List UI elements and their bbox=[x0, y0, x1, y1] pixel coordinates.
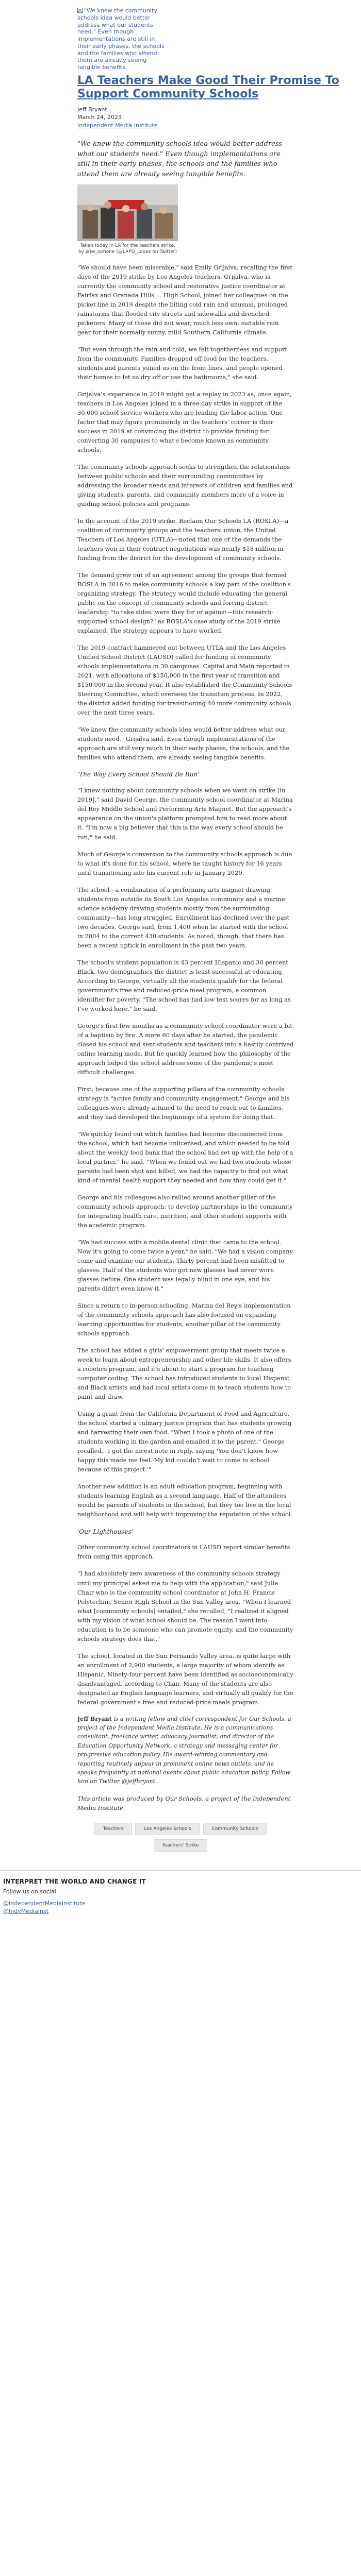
tag-los-angeles-schools[interactable]: Los Angeles Schools bbox=[135, 1823, 200, 1835]
figure-caption: Taken today in LA for the teachers strike, by jake_ophone (@LAPD_Lopez on Twitter) bbox=[78, 243, 177, 255]
share-icon bbox=[77, 8, 83, 13]
paragraph: George and his colleagues also rallied around another pillar of the community schools approach: to develop partnerships in the community for integrating health care, nutrition, and other student supports with the academic program. bbox=[77, 1194, 293, 1229]
paragraph: George's first few months as a community school coordinator were a bit of a baptism by fire. A mere 60 days after he started, the pandemic closed his school and sent students and teachers into a hastily contrived online learning mode. But he quickly learned how the philosophy of the approach helped the school address some of the pandemic's most difficult challenges. bbox=[77, 1022, 294, 1076]
strike-photo bbox=[77, 184, 178, 241]
paragraph: Another new addition is an adult education program, beginning with students learning English as a second language. Half of the attendees would be parents of students in the school, but they too live in the local neighborhood and will help with improving the reputation of the school. bbox=[77, 1483, 293, 1518]
paragraph: "We knew the community schools idea would better address what our students need," Grijalva said. Even though implementations of the approach are still very much in their early phases, the schools, and the families who attend them, are already seeing tangible benefits. bbox=[77, 726, 290, 761]
tag-teachers-strike[interactable]: Teachers' Strike bbox=[154, 1839, 208, 1852]
paragraph: Other community school coordinators in LAUSD report similar benefits from using this approach. bbox=[77, 1544, 290, 1561]
section-heading: 'Our Lighthouses' bbox=[77, 1528, 133, 1535]
paragraph: Much of George's conversion to the community schools approach is due to what it's done for his school, where he taught history for 16 years until transitioning into his current role in January 2020. bbox=[77, 850, 292, 876]
social-link[interactable]: @IndyMediaInst bbox=[3, 1907, 49, 1914]
bio-author-name: Jeff Bryant bbox=[77, 1715, 112, 1722]
tag-community-schools[interactable]: Community Schools bbox=[203, 1823, 267, 1835]
outlet-link[interactable]: Independent Media Institute bbox=[77, 122, 158, 129]
paragraph: First, because one of the supporting pillars of the community schools strategy is "active family and community engagement," George and his colleagues were already attuned to the need to reach out to families, and they had developed the beginnings of a system for doing that. bbox=[77, 1085, 290, 1121]
author-bio bbox=[77, 1715, 294, 1786]
author-name: Jeff Bryant bbox=[77, 106, 107, 113]
share-quote[interactable] bbox=[77, 7, 165, 71]
footer-text: Follow us on social bbox=[3, 1888, 56, 1895]
tag-list bbox=[77, 1823, 284, 1852]
divider bbox=[0, 1870, 361, 1871]
paragraph: "We quickly found out which families had become disconnected from the school, which had become unlicensed, and which needed to be told about the weekly food bank that the school had set up with the help of a local partner," he said. "When we found out we had two students whose parents had been shot and killed, we had the capacity to find out what kind of mental health support they needed and how they could get it." bbox=[77, 1130, 293, 1184]
paragraph: The demand grew out of an agreement among the groups that formed ROSLA in 2016 to make community schools a key part of the coalition's organizing strategy. The strategy would include educating the general public on the concept of community schools and forcing district leadership "to take sides: were they for or against—this research-supported school design?" as ROSLA's case study of the 2019 strike explained. The strategy appears to have worked. bbox=[77, 571, 291, 635]
byline bbox=[77, 106, 356, 130]
bio-text: is a writing fellow and chief correspondent for Our Schools, a project of the Independent Media Institute. He is a communications consultant, freelance writer, advocacy journalist, and director of the Education Opportunity Network, a strategy and messaging center for progressive education policy. His award-winning commentary and reporting routinely appear in prominent online news outlets, and he speaks frequently at national events about public education policy. Follow him on Twitter @jeffbryant. bbox=[77, 1715, 291, 1785]
paragraph: The school—a combination of a performing arts magnet drawing students from outside its South Los Angeles community and a marine science academy drawing students mostly from the surrounding community—has long struggled. Enrollment has declined over the past two decades, George said, from 1,400 when he started with the school in 2004 to the current 430 students. As noted, though, that there has been a recent uptick in enrollment in the past two years. bbox=[77, 886, 290, 949]
article-body bbox=[77, 263, 294, 1812]
section-heading: 'The Way Every School Should Be Run' bbox=[77, 771, 200, 778]
paragraph: "But even through the rain and cold, we felt togetherness and support from the community. Families dropped off food for the teachers, students and parents joined us on the front lines, and people opened their homes to let us dry off or use the bathrooms," she said. bbox=[77, 345, 287, 381]
tag-row bbox=[77, 1839, 284, 1852]
tag-teachers[interactable]: Teachers bbox=[94, 1823, 133, 1835]
paragraph: The community schools approach seeks to strengthen the relationships between public schools and their surrounding communities by addressing the broader needs and interests of children and families and giving students, parents, and community members more of a voice in guiding school policies and programs. bbox=[77, 463, 293, 508]
paragraph: Grijalva's experience in 2019 might get a replay in 2023 as, once again, teachers in Los Angeles joined in a three-day strike in support of the 30,000 school service workers who are leading the labor action. One factor that may figure prominently in the teachers' corner is their success in 2019 at convincing the district to provide funding for converting 30 campuses to what's become known as community schools. bbox=[77, 390, 292, 453]
paragraph: The 2019 contract hammered out between UTLA and the Los Angeles Unified School District (LAUSD) called for funding of community schools implementations in 30 campuses. Capital and Main reported in 2021, with allocations of $150,000 in the first year of transition and $150,000 in the second year. It also established the Community Schools Steering Committee, which oversees the transition process. In 2022, the district added funding for transitioning 40 more community schools over the next three years. bbox=[77, 644, 292, 717]
paragraph: In the account of the 2019 strike, Reclaim Our Schools LA (ROSLA)—a coalition of community groups and the teachers' union, the United Teachers of Los Angeles (UTLA)—noted that one of the demands the teachers won in their contract negotiations was nearly $18 million in funding from the district for the development of community schools. bbox=[77, 517, 289, 562]
paragraph: Since a return to in-person schooling, Marina del Rey's implementation of the community schools approach has also focused on expanding learning opportunities for students, another pillar of the community schools approach. bbox=[77, 1302, 291, 1337]
pullquote: "We knew the community schools idea would better address what our students need." Even though implementations are still in their early phases, the schools and the families who attend them are already seeing tangible benefits. bbox=[77, 140, 283, 178]
article-header bbox=[77, 7, 356, 256]
footer bbox=[0, 1878, 361, 1914]
footer-title: INTERPRET THE WORLD AND CHANGE IT bbox=[3, 1877, 146, 1885]
paragraph: "We should have been miserable," said Emily Grijalva, recalling the first days of the 2019 strike by Los Angeles teachers. Grijalva, who is currently the community school and restorative justice coordinator at Fairfax and Granada Hills ... High School, joined her colleagues on the picket line in 2019 despite the biting cold rain and unusual, prolonged rainstorms that flooded city streets and sidewalks and drenched picketers. Many of those did not wear, much less own, suitable rain gear for their normally sunny, mild Southern California climate. bbox=[77, 263, 292, 336]
paragraph: "I had absolutely zero awareness of the community schools strategy until my principal asked me to help with the application," said Julie Chair who is the community school coordinator at John H. Francis Polytechnic Senior High School in the Sun Valley area. "When I learned what [community schools] entailed," she recalled, "I realized it aligned with my vision of what school should be. The reason I went into education is to be someone who can promote equity, and the community schools strategy does that." bbox=[77, 1570, 293, 1642]
article-title[interactable]: LA Teachers Make Good Their Promise To Support Community Schools bbox=[77, 74, 339, 101]
paragraph: "We had success with a mobile dental clinic that came to the school. Now it's going to come twice a year," he said. "We had a vision company come and examine our students. Thirty percent had been misfitted to glasses. Half of the students who got new glasses had never worn glasses before. One student was legally blind in one eye, and his parents didn't even know it." bbox=[77, 1239, 293, 1293]
paragraph: The school, located in the Sun Fernando Valley area, is quite large with an enrollment of 2,900 students, a large majority of whom identify as Hispanic. Ninety-four percent have been identified as socioeconomically disadvantaged, according to Chair. Many of the students are also designated as English language learners, and virtually all qualify for the federal government's free and reduced-price meals program. bbox=[77, 1652, 293, 1706]
tag-row bbox=[77, 1823, 284, 1835]
syndication-note: This article was produced by Our Schools, a project of the Independent Media Institute. bbox=[77, 1794, 291, 1811]
paragraph: The school has added a girls' empowerment group that meets twice a week to learn about entrepreneurship and other life skills. It also offers a robotics program, and it's about to start a program for teaching computer coding. The school has introduced students to local Hispanic and Black artists and had local artists come in to teach students how to paint and draw. bbox=[77, 1347, 291, 1401]
paragraph: "I knew nothing about community schools when we went on strike [in 2019]," said David George, the community school coordinator at Marina del Rey Middle School and Performing Arts Magnet. But the approach's appearance on the union's platform prompted him to read more about it. "I'm now a big believer that this is the way every school should be run," he said. bbox=[77, 787, 293, 841]
publish-date: March 24, 2023 bbox=[77, 114, 122, 121]
article-figure bbox=[77, 184, 178, 255]
paragraph: The school's student population is 43 percent Hispanic and 30 percent Black, two demographics the district is least successful at educating. According to George, virtually all the students qualify for the federal government's free and reduced-price meal program, a common identifier for poverty. "The school has had low test scores for as long as I've worked here," he said. bbox=[77, 958, 291, 1012]
social-link[interactable]: @IndependentMediaInstitute bbox=[3, 1900, 86, 1907]
share-quote-text: "We knew the community schools idea would better address what our students need." Even though implementations are still in their early phases, the schools and the families who attend them are already seeing tangible benefits. bbox=[77, 7, 165, 71]
paragraph: Using a grant from the California Department of Food and Agriculture, the school started a culinary justice program that has students growing and harvesting their own food. "When I took a photo of one of the students working in the garden and emailed it to the parent," George recalled, "I got the nicest note in reply, saying 'You don't know how happy this made me feel. My kid couldn't wait to come to school because of this project.'" bbox=[77, 1410, 292, 1473]
